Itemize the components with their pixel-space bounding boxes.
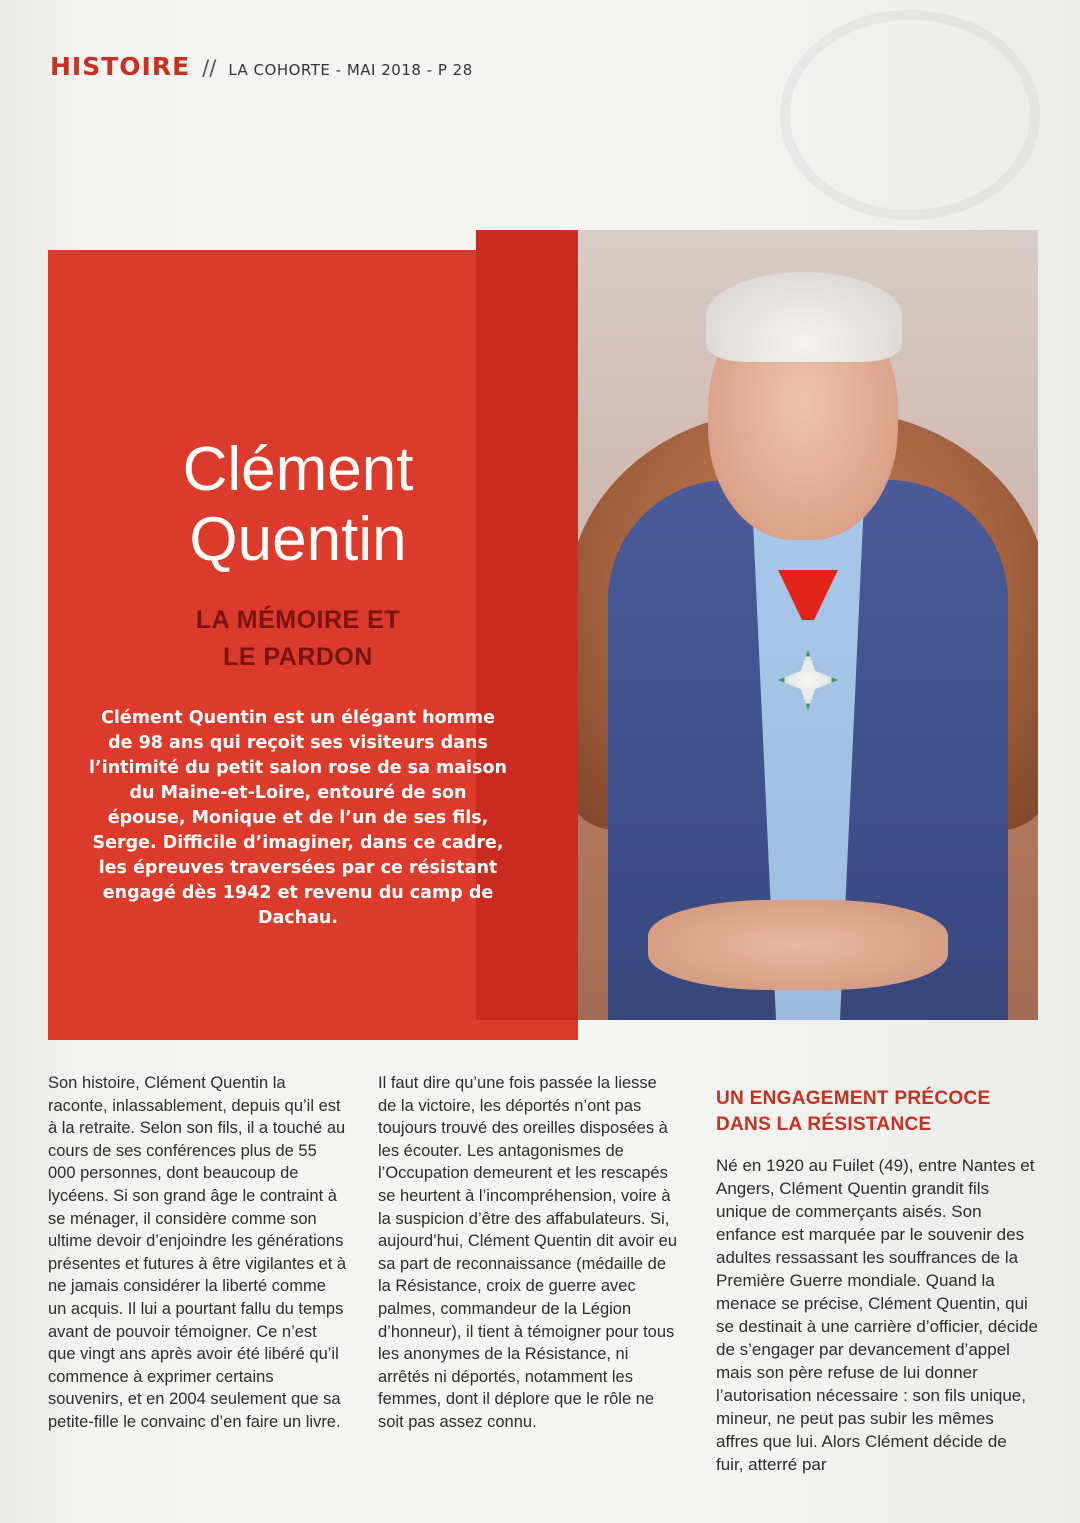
- title-line-2: Quentin: [189, 505, 407, 574]
- hero-block: [48, 230, 1038, 1020]
- section-body: Né en 1920 au Fuilet (49), entre Nantes et Angers, Clément Quentin grandit fils unique de commerçants aisés. Son enfance est marquée par le souvenir des adultes ressassant les souffrances de la Première Guerre mondiale. Quand la menace se précise, Clément Quentin, qui se destinait à une carrière d’officier, décide de s’engager par devancement d’appel mais son père refuse de lui donner l’autorisation nécessaire : son fils unique, mineur, ne peut pas subir les mêmes affres que lui. Alors Clément décide de fuir, atterré par: [716, 1156, 1038, 1474]
- article-title: [108, 435, 488, 575]
- section-label: HISTOIRE: [50, 52, 191, 81]
- show-through-seal: [780, 10, 1040, 220]
- text-column-1: Son histoire, Clément Quentin la raconte, inlassablement, depuis qu’il est à la retraite. Selon son fils, il a touché au cours de ses conférences plus de 55 000 personnes, dont beaucoup de lycéens. Si son grand âge le contraint à se ménager, il considère comme son ultime devoir d’enjoindre les générations présentes et futures à être vigilantes et à ne jamais considérer la liberté comme un acquis. Il lui a pourtant fallu du temps avant de pouvoir témoigner. Ce n’est que vingt ans après avoir été libéré qu’il commence à exprimer certains souvenirs, et en 2004 seulement que sa petite-fille le convainc d’en faire un livre.: [48, 1074, 347, 1431]
- subtitle-line-1: LA MÉMOIRE ET: [195, 606, 401, 634]
- portrait-photo: [578, 230, 1038, 1020]
- subtitle-line-2: LE PARDON: [223, 643, 373, 671]
- issue-reference: LA COHORTE - MAI 2018 - P 28: [228, 61, 473, 79]
- article-intro: Clément Quentin est un élégant homme de 98 ans qui reçoit ses visiteurs dans l’intimité du petit salon rose de sa maison du Maine-et-Loire, entouré de son épouse, Monique et de l’un de ses fils, Serge. Difficile d’imaginer, dans ce cadre, les épreuves traversées par ce résistant engagé dès 1942 et revenu du camp de Dachau.: [89, 708, 507, 928]
- hands-shape: [648, 900, 948, 990]
- page-header: [50, 52, 473, 81]
- text-column-3: [716, 1072, 1038, 1476]
- text-column-2: Il faut dire qu’une fois passée la liesse de la victoire, les déportés n’ont pas toujours trouvé des oreilles disposées à les écouter. Les antagonismes de l’Occupation demeurent et les rescapés se heurtent à l’incompréhension, voire à la suspicion d’être des affabulateurs. Si, aujourd’hui, Clément Quentin dit avoir eu sa part de reconnaissance (médaille de la Résistance, croix de guerre avec palmes, commandeur de la Légion d’honneur), il tient à témoigner pour tous les anonymes de la Résistance, ni arrêtés ni déportés, notamment les femmes, dont il déplore que le rôle ne soit pas assez connu.: [378, 1074, 678, 1431]
- section-heading: UN ENGAGEMENT PRÉCOCE DANS LA RÉSISTANCE: [716, 1088, 991, 1135]
- hair-shape: [706, 272, 902, 362]
- header-separator: //: [202, 56, 217, 80]
- article-subtitle: [108, 602, 488, 676]
- title-line-1: Clément: [182, 435, 414, 504]
